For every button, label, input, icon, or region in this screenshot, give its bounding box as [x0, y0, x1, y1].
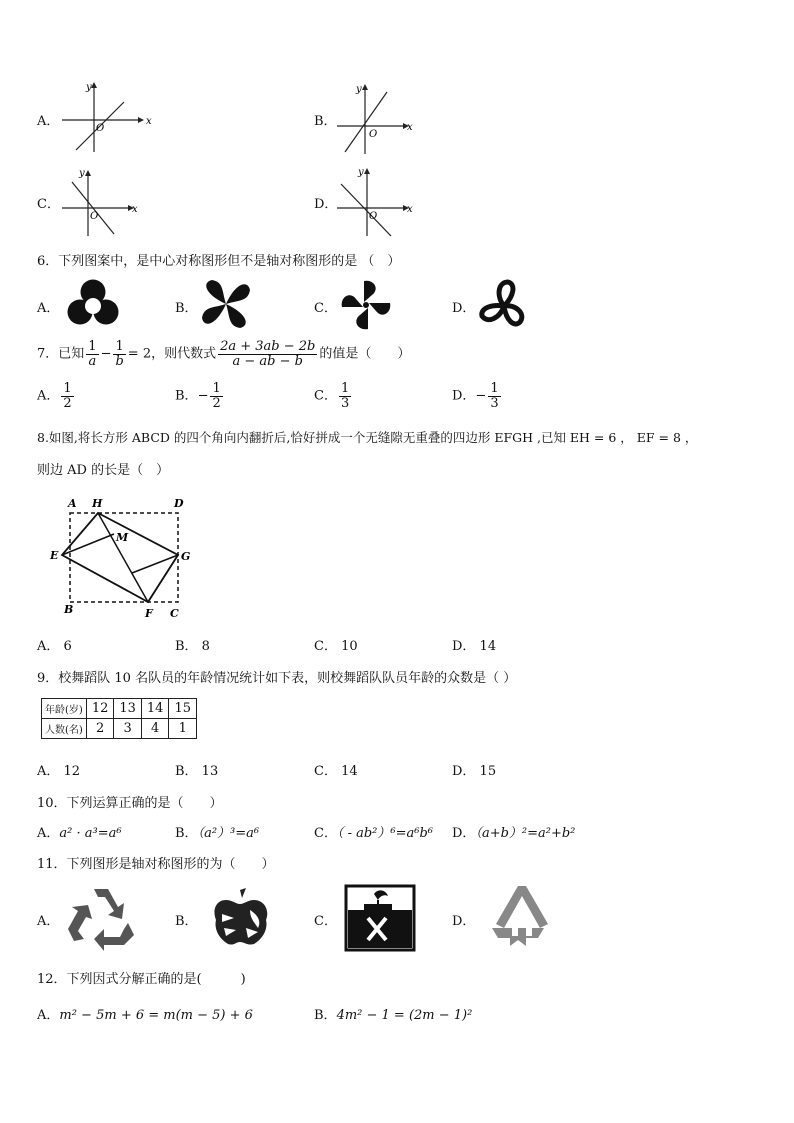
q11-figure-d-triangle-arrows-icon [482, 882, 554, 952]
q6-figure-d-trefoil-icon [477, 278, 531, 332]
q8-stem-line1: 8.如图,将长方形 ABCD 的四个角向内翻折后,恰好拼成一个无缝隙无重叠的四边形 EFGH ,已知 EH = 6 ， EF = 8 ， [37, 430, 698, 445]
q11-stem: 11．下列图形是轴对称图形的为（ ） [37, 857, 275, 872]
q5-d-origin-label: O [369, 211, 378, 222]
q9-option-a[interactable]: A． 12 [37, 764, 81, 779]
q11-option-b-letter[interactable]: B． [175, 914, 198, 929]
table-header-count: 人数(名) [42, 719, 87, 739]
q9-stem: 9．校舞蹈队 10 名队员的年龄情况统计如下表，则校舞蹈队队员年龄的众数是（ ） [37, 671, 517, 686]
q5-graph-d [333, 162, 423, 242]
q6-option-d-letter[interactable]: D． [452, 301, 476, 316]
q9-age-table [41, 698, 197, 739]
q9-option-c[interactable]: C． 14 [314, 764, 358, 779]
table-header-age: 年龄(岁) [42, 699, 87, 719]
svg-text:A: A [68, 497, 77, 510]
svg-text:C: C [170, 607, 179, 620]
q11-figure-c-no-littering-icon [344, 884, 416, 952]
table-cell: 12 [86, 699, 114, 719]
q11-figure-a-recycle-icon [64, 883, 138, 953]
table-row [42, 719, 197, 739]
q5-graph-b [333, 78, 423, 158]
table-cell: 1 [169, 719, 197, 739]
q7-fraction-3: $\frac{2a + 3ab - 2b}{a - ab - b}$ [220, 339, 316, 369]
table-cell: 13 [114, 699, 142, 719]
q5-option-c-letter: C． [37, 197, 60, 212]
q11-option-a-letter[interactable]: A． [37, 914, 60, 929]
svg-text:F: F [145, 607, 153, 620]
q7-stem: 7．已知 $\frac{1}{a}$ − $\frac{1}{b}$ = 2，则代数式 $\frac{2a + 3ab - 2b}{a - ab - b}$ 的值是（ ） [37, 339, 411, 369]
svg-text:M: M [116, 531, 129, 544]
q6-option-c-letter[interactable]: C． [314, 301, 337, 316]
q5-d-y-label: y [358, 167, 364, 178]
q6-figure-a-flower-icon [66, 278, 120, 332]
q7-mid: ，则代数式 [151, 346, 217, 362]
q10-stem: 10．下列运算正确的是（ ） [37, 796, 223, 811]
q6-stem: 6．下列图案中，是中心对称图形但不是轴对称图形的是 （ ） [37, 254, 401, 269]
q7-fraction-1: $\frac{1}{a}$ [88, 339, 97, 369]
q6-figure-c-pinwheel-icon [339, 278, 393, 332]
table-cell: 14 [141, 699, 169, 719]
q8-option-c[interactable]: C． 10 [314, 639, 358, 654]
q8-option-a[interactable]: A． 6 [37, 639, 72, 654]
q10-option-c[interactable]: C．（ - ab²）⁶=a⁶b⁶ [314, 826, 433, 841]
table-cell: 3 [114, 719, 142, 739]
q9-option-b[interactable]: B． 13 [175, 764, 219, 779]
q5-graph-a [58, 78, 152, 158]
q10-option-d[interactable]: D．（a+b）²=a²+b² [452, 826, 576, 841]
q11-option-d-letter[interactable]: D． [452, 914, 476, 929]
svg-text:B: B [64, 603, 74, 616]
table-cell: 2 [86, 719, 114, 739]
q5-c-origin-label: O [90, 211, 99, 222]
q7-option-d[interactable]: D．− $\frac{1}{3}$ [452, 381, 499, 411]
q5-graph-c [58, 162, 148, 242]
q8-option-b[interactable]: B． 8 [175, 639, 210, 654]
q5-b-y-label: y [356, 84, 362, 95]
svg-text:G: G [181, 550, 191, 563]
table-cell: 4 [141, 719, 169, 739]
q5-a-origin-label: O [96, 123, 105, 134]
q11-option-c-letter[interactable]: C． [314, 914, 337, 929]
q10-option-b[interactable]: B．（a²）³=a⁶ [175, 826, 260, 841]
q5-option-d-letter: D． [314, 197, 338, 212]
q12-option-b[interactable]: B．4m² − 1 = (2m − 1)² [314, 1008, 473, 1023]
svg-text:H: H [92, 497, 103, 510]
q7-suffix: 的值是（ ） [319, 346, 411, 362]
q7-option-b[interactable]: B．− $\frac{1}{2}$ [175, 381, 221, 411]
table-row [42, 699, 197, 719]
svg-text:E: E [50, 549, 59, 562]
q8-quadrilateral-efgh [62, 513, 178, 602]
q5-d-x-label: x [407, 204, 413, 215]
q5-a-y-label: y [86, 82, 92, 93]
q8-option-d[interactable]: D． 14 [452, 639, 497, 654]
q7-option-a[interactable]: A． $\frac{1}{2}$ [37, 381, 72, 411]
q6-figure-b-petal-icon [200, 278, 252, 330]
q5-b-x-label: x [407, 122, 413, 133]
table-cell: 15 [169, 699, 197, 719]
q9-option-d[interactable]: D． 15 [452, 764, 497, 779]
q12-stem: 12．下列因式分解正确的是( ) [37, 972, 246, 987]
q6-option-b-letter[interactable]: B． [175, 301, 198, 316]
q8-figure [48, 493, 198, 625]
q12-option-a[interactable]: A．m² − 5m + 6 = m(m − 5) + 6 [37, 1008, 253, 1023]
q10-option-a[interactable]: A．a² · a³=a⁶ [37, 826, 122, 841]
q7-fraction-2: $\frac{1}{b}$ [115, 339, 124, 369]
q7-option-c[interactable]: C． $\frac{1}{3}$ [314, 381, 350, 411]
q5-c-x-label: x [132, 204, 138, 215]
q5-c-y-label: y [79, 168, 85, 179]
q5-option-a-letter: A． [37, 114, 60, 129]
svg-text:D: D [174, 497, 184, 510]
q8-stem-line2: 则边 AD 的长是（ ） [37, 463, 170, 478]
q6-option-a-letter[interactable]: A． [37, 301, 60, 316]
q7-prefix: 7．已知 [37, 346, 85, 362]
q5-a-x-label: x [146, 116, 152, 127]
q5-b-origin-label: O [369, 129, 378, 140]
q5-option-b-letter: B． [314, 114, 337, 129]
q11-figure-b-apple-core-icon [206, 884, 278, 952]
